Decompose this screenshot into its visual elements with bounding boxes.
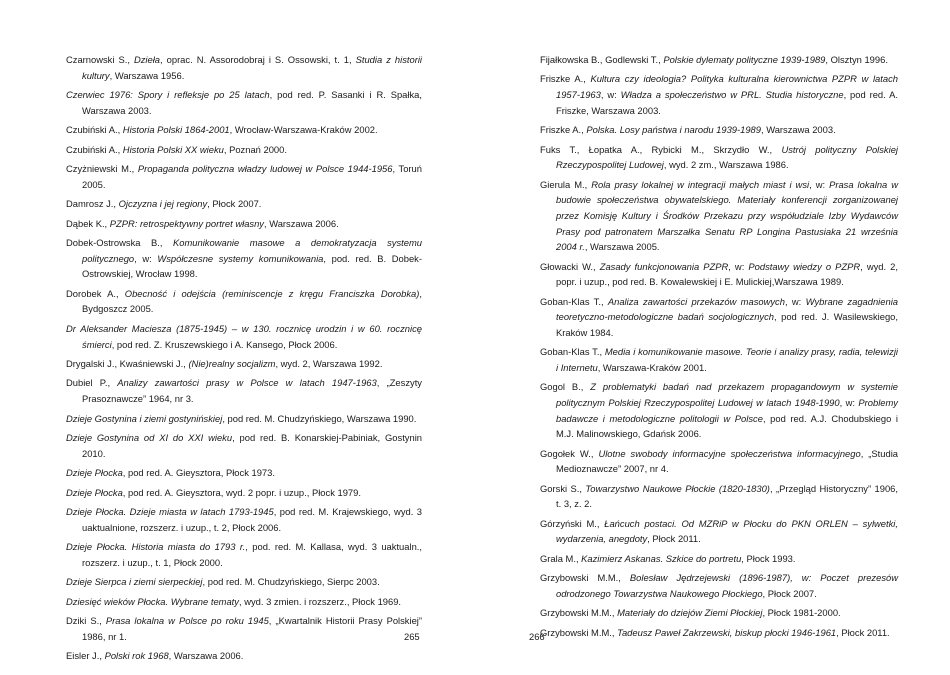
entry-text: Fijałkowska B., Godlewski T., — [540, 54, 664, 65]
right-page — [475, 0, 950, 675]
bibliography-entry — [540, 605, 898, 621]
entry-text: Drygalski J., Kwaśniewski J., — [66, 358, 189, 369]
entry-title-italic: (Nie)realny socjalizm — [188, 358, 276, 369]
bibliography-entry — [540, 122, 898, 138]
entry-title-italic: Analiza zawartości przekazów masowych — [607, 295, 785, 307]
entry-text: Czarnowski S., — [66, 54, 134, 65]
bibliography-entry — [540, 570, 898, 601]
entry-text: , „Kwartalnik Historii Prasy Polskiej” 1986, nr 1. — [82, 615, 422, 642]
entry-title-italic: Ustrój polityczny Polskiej Rzeczypospolitej Ludowej — [556, 143, 898, 171]
bibliography-entry — [66, 216, 422, 232]
entry-text: , Wrocław-Warszawa-Kraków 2002. — [229, 124, 378, 136]
bibliography-entry — [66, 122, 422, 138]
entry-text: , Bydgoszcz 2005. — [82, 287, 422, 315]
entry-title-italic: Dzieje Gostynina i ziemi gostynińskiej — [66, 412, 223, 424]
entry-title-italic: Bolesław Jędrzejewski (1896-1987), w: Poczet prezesów odrodzonego Towarzystwa Naukowego Płockiego — [556, 572, 898, 599]
entry-text: , pod. red. B. Dobek-Ostrowskiej, Wrocław 1998. — [82, 252, 422, 280]
entry-title-italic: Rola prasy lokalnej w integracji małych miast i wsi — [591, 178, 810, 190]
entry-title-italic: PZPR: retrospektywny portret własny — [109, 217, 264, 229]
entry-title-italic: Tadeusz Paweł Zakrzewski, biskup płocki 1946-1961 — [617, 626, 837, 638]
entry-text: , Warszawa 2006. — [264, 217, 339, 229]
entry-title-italic: Łańcuch postaci. Od MZRiP w Płocku do PKN ORLEN – sylwetki, wydarzenia, anegdoty — [556, 517, 898, 545]
page-number-left: 265 — [404, 631, 420, 642]
entry-text: Fuks T., Łopatka A., Rybicki M., Skrzydło W., — [540, 143, 782, 155]
entry-text: , pod. red. M. Kallasa, wyd. 3 uaktualn., rozszerz. i uzup., t. 1, Płock 2000. — [82, 541, 422, 568]
bibliography-entry — [66, 648, 422, 664]
entry-text: Dubiel P., — [66, 377, 118, 389]
bibliography-entry — [66, 161, 422, 192]
bibliography-entry — [66, 574, 422, 590]
bibliography-column-right — [540, 52, 898, 644]
entry-text: , pod red. A.J. Chodubskiego i M.J. Malinowskiego, Gdańsk 2006. — [556, 412, 898, 440]
entry-title-italic: Polski rok 1968 — [104, 650, 169, 662]
bibliography-entry — [540, 344, 898, 375]
bibliography-entry — [66, 196, 422, 212]
entry-text: Goban-Klas T., — [540, 346, 605, 358]
entry-text: , w: — [134, 252, 158, 264]
entry-title-italic: Historia Polski XX wieku — [122, 143, 224, 155]
entry-title-italic: Polska. Losy państwa i narodu 1939-1989 — [586, 124, 761, 136]
bibliography-entry — [66, 235, 422, 282]
entry-text: Głowacki W., — [540, 260, 600, 272]
entry-text: , Płock 2007. — [762, 587, 817, 599]
entry-text: Czyżniewski M., — [66, 163, 138, 175]
bibliography-entry — [66, 411, 422, 427]
entry-title-italic: Dzieje Sierpca i ziemi sierpeckiej — [66, 576, 203, 588]
bibliography-entry — [66, 142, 422, 158]
entry-title-italic: Czerwiec 1976: Spory i refleksje po 25 latach — [66, 89, 270, 101]
entry-text: , Poznań 2000. — [223, 143, 287, 155]
entry-text: Dobek-Ostrowska B., — [66, 237, 174, 249]
bibliography-entry — [66, 613, 422, 644]
bibliography-entry — [66, 375, 422, 406]
entry-title-italic: Dzieje Płocka. Dzieje miasta w latach 1793-1945 — [66, 506, 274, 518]
entry-title-italic: Studia z historii kultury — [82, 54, 423, 81]
entry-text: , Warszawa 2006. — [168, 650, 244, 662]
entry-title-italic: Z problematyki badań nad przekazem propagandowym w systemie politycznym Polskiej Rzeczypospolitej Ludowej w latach 1948-1990 — [556, 381, 898, 408]
entry-text: , oprac. N. Assorodobraj i S. Ossowski, t. 1, — [160, 54, 356, 65]
bibliography-entry — [66, 52, 422, 83]
entry-text: , pod red. M. Krajewskiego, wyd. 3 uaktualnione, rozszerz. i uzup., t. 2, Płock 2006. — [82, 506, 422, 533]
bibliography-entry — [66, 356, 422, 372]
entry-text: Grzybowski M.M., — [540, 626, 618, 638]
entry-text: , pod red. Z. Kruszewskiego i A. Kansego, Płock 2006. — [111, 338, 338, 350]
entry-title-italic: Prasa lokalna w budowie społeczeństwa obywatelskiego. Materiały konferencji zorganizowanej przez Komisję Kultury i Środków Przekazu przy współudziale Izby Wydawców Prasy pod patronatem Marszałka Senatu RP Longina Pastusiaka 21 września 2004 r. — [556, 178, 899, 253]
entry-text: , w: — [600, 89, 621, 101]
bibliography-entry — [540, 294, 898, 341]
entry-text: Friszke A., — [540, 73, 591, 85]
bibliography-entry — [540, 379, 898, 441]
entry-title-italic: Towarzystwo Naukowe Płockie (1820-1830) — [585, 482, 770, 494]
bibliography-entry — [66, 87, 422, 118]
bibliography-entry — [540, 259, 898, 290]
entry-title-italic: Władza a społeczeństwo w PRL. Studia historyczne — [620, 89, 844, 101]
entry-title-italic: Dr Aleksander Maciesza (1875-1945) – w 130. rocznicę urodzin i w 60. rocznicę śmierci — [66, 322, 422, 350]
entry-title-italic: Dzieła — [133, 54, 161, 65]
entry-text: Damrosz J., — [66, 198, 119, 210]
entry-text: Dąbek K., — [66, 217, 110, 229]
bibliography-entry — [540, 52, 898, 68]
entry-text: Grala M., — [540, 552, 582, 564]
bibliography-entry — [540, 142, 898, 173]
entry-text: , Toruń 2005. — [82, 163, 422, 190]
entry-text: , „Zeszyty Prasoznawcze” 1964, nr 3. — [82, 377, 422, 405]
entry-text: Gogol B., — [540, 381, 591, 393]
bibliography-entry — [540, 71, 898, 118]
entry-text: Górzyński M., — [540, 517, 605, 529]
bibliography-entry — [540, 446, 898, 477]
entry-title-italic: Podstawy wiedzy o PZPR — [748, 260, 861, 272]
bibliography-entry — [66, 485, 422, 501]
entry-text: , pod red. M. Chudzyńskiego, Sierpc 2003. — [202, 576, 380, 588]
entry-text: , pod red. P. Sasanki i R. Spałka, Warszawa 2003. — [82, 89, 422, 116]
bibliography-entry — [66, 594, 422, 610]
entry-text: , wyd. 2, Warszawa 1992. — [275, 358, 383, 369]
page-number-right: 266 — [529, 631, 545, 642]
entry-text: , pod red. A. Friszke, Warszawa 2003. — [556, 89, 898, 116]
bibliography-entry — [540, 177, 898, 255]
entry-title-italic: Kazimierz Askanas. Szkice do portretu — [581, 552, 742, 564]
entry-title-italic: Dzieje Płocka. Historia miasta do 1793 r. — [66, 541, 246, 553]
entry-text: , Płock 2007. — [207, 198, 262, 210]
entry-text: , „Przegląd Historyczny” 1906, t. 3, z. 2. — [556, 482, 898, 510]
entry-text: Dorobek A., — [66, 287, 125, 299]
entry-title-italic: Ulotne swobody informacyjne społeczeństwa informacyjnego — [598, 447, 861, 459]
entry-text: Czubiński A., — [66, 124, 123, 136]
bibliography-entry — [540, 481, 898, 512]
bibliography-entry — [66, 465, 422, 481]
entry-text: Gogołek W., — [540, 447, 599, 459]
entry-text: , pod red. M. Chudzyńskiego, Warszawa 1990. — [222, 412, 417, 424]
entry-text: , Olsztyn 1996. — [825, 54, 888, 65]
entry-text: , Płock 1993. — [741, 552, 796, 564]
entry-text: , „Studia Medioznawcze” 2007, nr 4. — [556, 447, 898, 475]
bibliography-entry — [66, 504, 422, 535]
entry-text: , w: — [728, 260, 749, 272]
entry-text: , wyd. 3 zmien. i rozszerz., Płock 1969. — [238, 595, 402, 607]
entry-title-italic: Dziesięć wieków Płocka. Wybrane tematy — [66, 595, 239, 607]
entry-text: Gorski S., — [540, 482, 586, 494]
bibliography-entry — [540, 625, 898, 641]
entry-title-italic: Historia Polski 1864-2001 — [122, 124, 230, 136]
entry-text: , pod red. J. Wasilewskiego, Kraków 1984. — [556, 311, 898, 338]
entry-text: , Płock 1981-2000. — [762, 607, 841, 619]
entry-title-italic: Komunikowanie masowe a demokratyzacja systemu politycznego — [82, 237, 422, 264]
entry-text: Grzybowski M.M., — [540, 572, 630, 584]
bibliography-entry — [66, 430, 422, 461]
entry-title-italic: Zasady funkcjonowania PZPR — [599, 260, 729, 272]
entry-title-italic: Problemy badawcze i metodologiczne politologii w Polsce — [556, 397, 898, 424]
entry-title-italic: Prasa lokalna w Polsce po roku 1945 — [105, 615, 269, 627]
entry-text: , w: — [784, 295, 806, 307]
entry-text: , pod red. B. Konarskiej-Pabiniak, Gostynin 2010. — [82, 432, 422, 459]
entry-title-italic: Dzieje Gostynina od XI do XXI wieku — [66, 432, 233, 444]
entry-title-italic: Materiały do dziejów Ziemi Płockiej — [617, 607, 763, 619]
bibliography-entry — [66, 539, 422, 570]
bibliography-entry — [540, 516, 898, 547]
entry-text: , wyd. 2 zm., Warszawa 1986. — [663, 159, 789, 171]
entry-text: Goban-Klas T., — [540, 295, 608, 307]
entry-text: , Warszawa 1956. — [109, 69, 185, 81]
entry-text: , wyd. 2, popr. i uzup., pod red. B. Kowalewskiej i E. Mulickiej,Warszawa 1989. — [556, 260, 898, 288]
entry-title-italic: Polskie dylematy polityczne 1939-1989 — [663, 54, 826, 65]
entry-text: , pod red. A. Gieysztora, Płock 1973. — [122, 467, 275, 479]
entry-text: , Warszawa-Kraków 2001. — [597, 361, 707, 373]
entry-title-italic: Współczesne systemy komunikowania — [157, 252, 324, 264]
entry-title-italic: Propaganda polityczna władzy ludowej w Polsce 1944-1956 — [137, 163, 393, 175]
entry-text: Friszke A., — [540, 124, 587, 136]
entry-title-italic: Media i komunikowanie masowe. Teorie i analizy prasy, radia, telewizji i Internetu — [556, 346, 898, 373]
entry-text: Czubiński A., — [66, 143, 123, 155]
entry-title-italic: Dzieje Płocka — [66, 467, 123, 479]
entry-text: , Płock 2011. — [647, 533, 701, 545]
entry-text: , pod red. A. Gieysztora, wyd. 2 popr. i uzup., Płock 1979. — [122, 486, 361, 498]
entry-text: , w: — [809, 178, 830, 190]
entry-title-italic: Kultura czy ideologia? Polityka kulturalna kierownictwa PZPR w latach 1957-1963 — [556, 73, 898, 101]
bibliography-entry — [66, 321, 422, 352]
entry-title-italic: Ojczyzna i jej regiony — [118, 198, 208, 210]
entry-title-italic: Wybrane zagadnienia teoretyczno-metodologiczne badań socjologicznych — [556, 295, 898, 323]
entry-text: , w: — [839, 397, 859, 408]
entry-title-italic: Obecność i odejścia (reminiscencje z kręgu Franciszka Dorobka) — [124, 287, 420, 299]
entry-text: , Warszawa 2003. — [760, 124, 836, 136]
bibliography-column-left — [66, 52, 422, 668]
entry-text: Gierula M., — [540, 178, 592, 190]
entry-text: , Warszawa 2005. — [584, 241, 660, 253]
entry-text: , Płock 2011. — [836, 626, 890, 638]
entry-title-italic: Dzieje Płocka — [66, 486, 123, 498]
entry-text: Eisler J., — [66, 650, 105, 662]
bibliography-entry — [540, 551, 898, 567]
entry-title-italic: Analizy zawartości prasy w Polsce w latach 1947-1963 — [117, 377, 377, 389]
bibliography-entry — [66, 286, 422, 317]
entry-text: Dziki S., — [66, 615, 106, 627]
entry-text: Grzybowski M.M., — [540, 607, 618, 619]
